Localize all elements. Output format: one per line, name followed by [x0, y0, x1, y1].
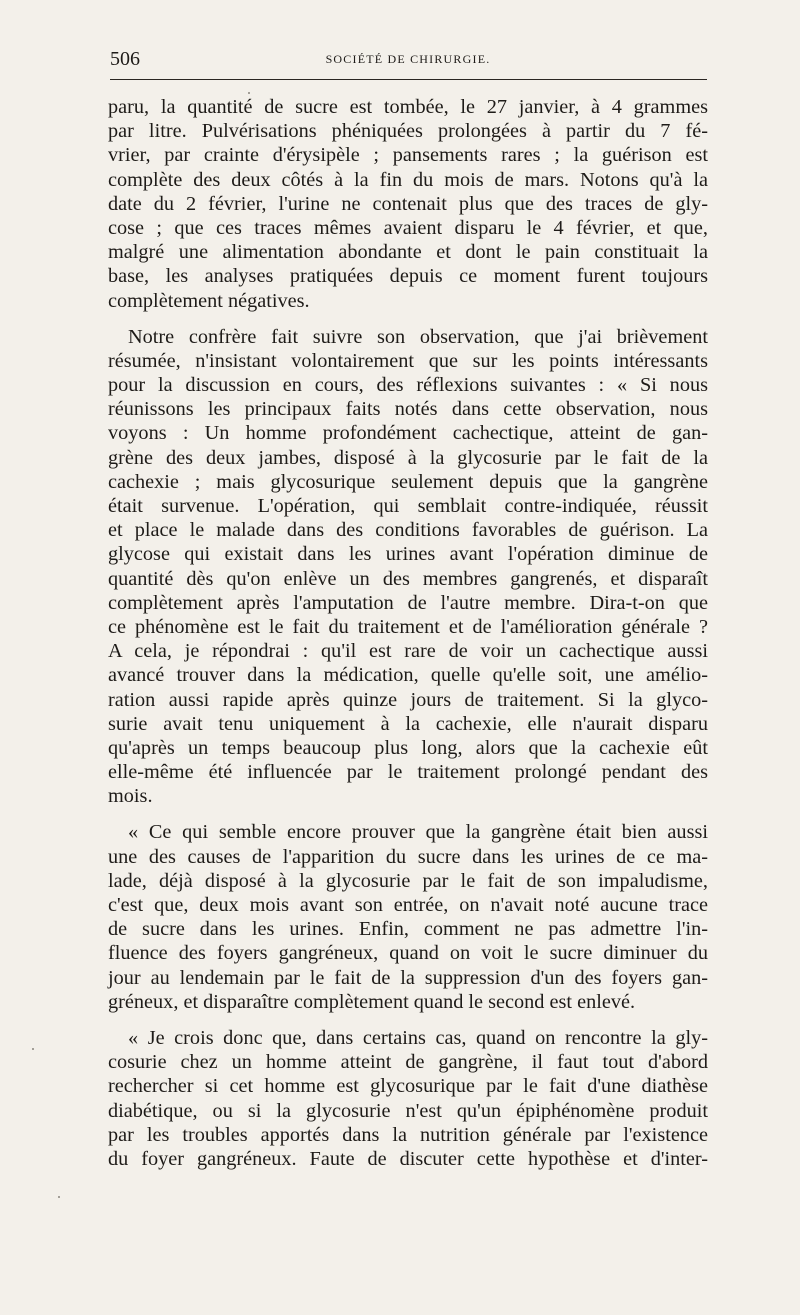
page-header	[110, 44, 706, 74]
text-line: complète des deux côtés à la fin du mois de mars. Notons qu'à la	[108, 168, 708, 191]
paragraph	[108, 820, 708, 1014]
text-line: vrier, par crainte d'érysipèle ; pansements rares ; la guérison est	[108, 144, 708, 167]
text-line: ration aussi rapide après quinze jours de traitement. Si la glyco-	[108, 688, 708, 711]
text-line: du foyer gangréneux. Faute de discuter cette hypothèse et d'inter-	[108, 1147, 708, 1170]
text-line: gréneux, et disparaître complètement quand le second est enlevé.	[108, 990, 636, 1013]
text-line: glycose qui existait dans les urines avant l'opération diminue de	[108, 543, 708, 566]
text-line: par les troubles apportés dans la nutrition générale par l'existence	[108, 1123, 708, 1146]
text-line: grène des deux jambes, disposé à la glycosurie par le fait de la	[108, 446, 708, 469]
paragraph	[108, 325, 708, 809]
text-line: avancé trouver dans la médication, quelle qu'elle soit, une amélio-	[108, 664, 708, 687]
text-line: pour la discussion en cours, des réflexions suivantes : « Si nous	[108, 374, 708, 397]
text-line: surie avait tenu uniquement à la cachexie, elle n'aurait disparu	[108, 712, 708, 735]
paper-speck	[248, 92, 250, 94]
text-line: base, les analyses pratiquées depuis ce moment furent toujours	[108, 265, 708, 288]
paragraph	[108, 95, 708, 313]
text-line: A cela, je répondrai : qu'il est rare de voir un cachectique aussi	[108, 640, 708, 663]
text-line: complètement après l'amputation de l'autre membre. Dira-t-on que	[108, 591, 708, 614]
text-line: cosurie chez un homme atteint de gangrène, il faut tout d'abord	[108, 1051, 708, 1074]
text-line: fluence des foyers gangréneux, quand on voit le sucre diminuer du	[108, 942, 708, 965]
paragraph	[108, 1026, 708, 1171]
text-line: « Je crois donc que, dans certains cas, quand on rencontre la gly-	[128, 1026, 708, 1049]
header-rule	[110, 79, 707, 80]
page-number: 506	[110, 48, 140, 70]
text-line: paru, la quantité de sucre est tombée, le 27 janvier, à 4 grammes	[108, 96, 708, 118]
text-line: quantité dès qu'on enlève un des membres gangrenés, et disparaît	[108, 567, 708, 590]
text-line: de sucre dans les urines. Enfin, comment ne pas admettre l'in-	[108, 918, 708, 941]
text-line: date du 2 février, l'urine ne contenait plus que des traces de gly-	[108, 192, 708, 215]
paper-speck	[58, 1196, 60, 1198]
text-line: « Ce qui semble encore prouver que la gangrène était bien aussi	[128, 821, 708, 844]
text-line: complètement négatives.	[108, 289, 310, 312]
text-line: malgré une alimentation abondante et dont le pain constituait la	[108, 241, 708, 264]
paper-speck	[32, 1048, 34, 1050]
text-line: jour au lendemain par le fait de la suppression d'un des foyers gan-	[108, 966, 708, 989]
text-line: et place le malade dans des conditions favorables de guérison. La	[108, 519, 708, 542]
text-line: résumée, n'insistant volontairement que sur les points intéressants	[108, 349, 708, 372]
text-line: lade, déjà disposé à la glycosurie par le fait de son impaludisme,	[108, 869, 708, 892]
text-line: était survenue. L'opération, qui semblait contre-indiquée, réussit	[108, 495, 708, 517]
text-line: rechercher si cet homme est glycosurique par le fait d'une diathèse	[108, 1075, 708, 1098]
text-line: cose ; que ces traces mêmes avaient disparu le 4 février, et que,	[108, 216, 708, 239]
running-title: SOCIÉTÉ DE CHIRURGIE.	[325, 52, 491, 66]
text-line: elle-même été influencée par le traitement prolongé pendant des	[108, 761, 708, 784]
text-line: cachexie ; mais glycosurique seulement depuis que la gangrène	[108, 470, 708, 493]
text-line: par litre. Pulvérisations phéniquées prolongées à partir du 7 fé-	[108, 120, 708, 143]
text-line: diabétique, ou si la glycosurie n'est qu'un épiphénomène produit	[108, 1099, 708, 1122]
text-line: Notre confrère fait suivre son observation, que j'ai brièvement	[128, 325, 708, 348]
text-line: réunissons les principaux faits notés dans cette observation, nous	[108, 398, 708, 421]
text-line: ce phénomène est le fait du traitement et de l'amélioration générale ?	[108, 615, 708, 638]
text-line: une des causes de l'apparition du sucre dans les urines de ce ma-	[108, 845, 708, 868]
text-line: c'est que, deux mois avant son entrée, on n'avait noté aucune trace	[108, 894, 708, 916]
body-text	[108, 95, 708, 1183]
text-line: qu'après un temps beaucoup plus long, alors que la cachexie eût	[108, 736, 708, 759]
text-line: voyons : Un homme profondément cachectique, atteint de gan-	[108, 422, 708, 445]
text-line: mois.	[108, 785, 153, 808]
